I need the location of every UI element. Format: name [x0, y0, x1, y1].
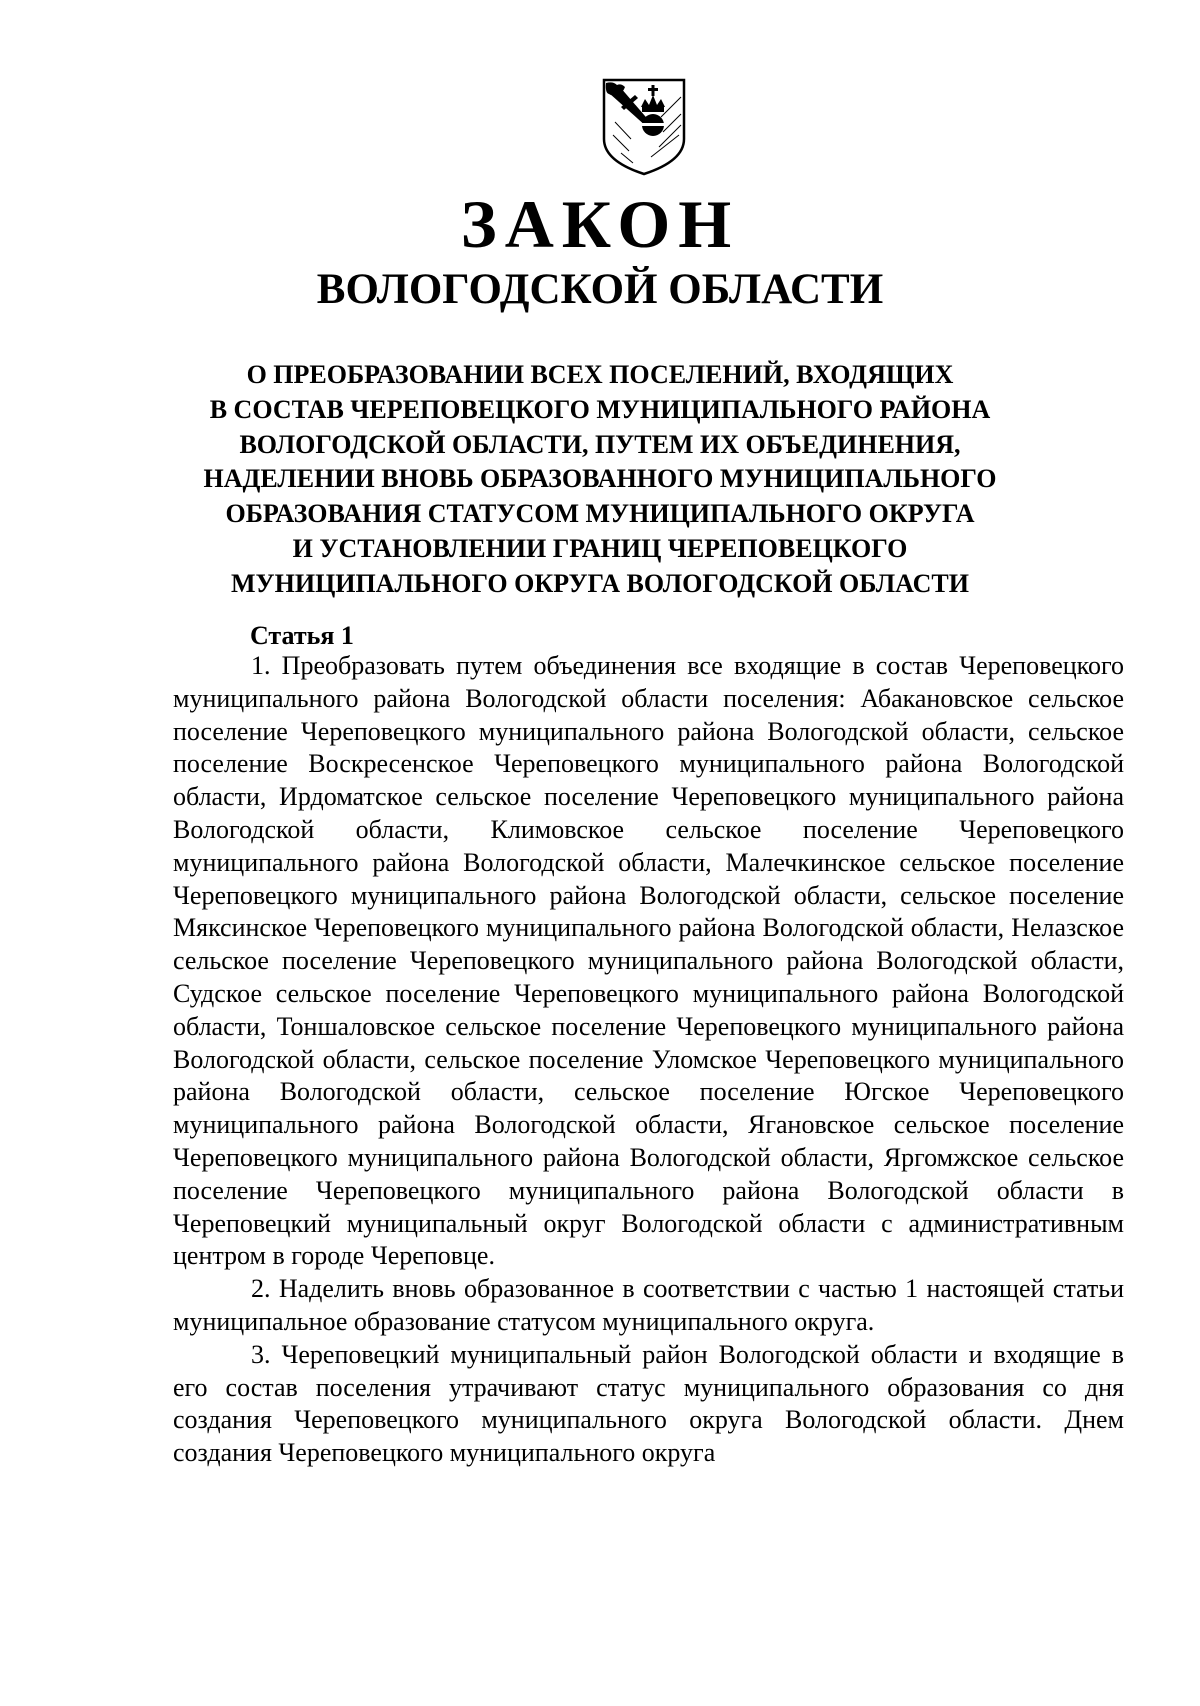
subject-line: НАДЕЛЕНИИ ВНОВЬ ОБРАЗОВАННОГО МУНИЦИПАЛЬНОГО	[203, 464, 997, 494]
article-heading: Статья 1	[250, 621, 354, 650]
subject-line: В СОСТАВ ЧЕРЕПОВЕЦКОГО МУНИЦИПАЛЬНОГО РАЙОНА	[209, 394, 991, 424]
coat-of-arms-emblem	[601, 77, 687, 177]
article-body	[173, 650, 1124, 1470]
law-subject	[140, 358, 1060, 602]
subject-line: МУНИЦИПАЛЬНОГО ОКРУГА ВОЛОГОДСКОЙ ОБЛАСТИ	[231, 568, 969, 598]
region-title: ВОЛОГОДСКОЙ ОБЛАСТИ	[316, 266, 884, 313]
subject-line: ОБРАЗОВАНИЯ СТАТУСОМ МУНИЦИПАЛЬНОГО ОКРУГА	[225, 499, 975, 529]
vologda-coat-of-arms-icon	[601, 77, 687, 177]
subject-line: И УСТАНОВЛЕНИИ ГРАНИЦ ЧЕРЕПОВЕЦКОГО	[292, 533, 908, 563]
article-paragraph: 2. Наделить вновь образованное в соответствии с частью 1 настоящей статьи муниципальное образование статусом муниципального округа.	[173, 1274, 1124, 1336]
article-paragraph: 3. Череповецкий муниципальный район Вологодской области и входящие в его состав поселения утрачивают статус муниципального образования со дня создания Череповецкого муниципального округа Вологодской области. Днем создания Череповецкого муниципального округа	[173, 1339, 1124, 1468]
article-paragraph: 1. Преобразовать путем объединения все входящие в состав Череповецкого муниципального района Вологодской области поселения: Абакановское сельское поселение Череповецкого муниципального района Вологодской области, сельское поселение Воскресенское Череповецкого муниципального района Вологодской области, Ирдоматское сельское поселение Череповецкого муниципального района Вологодской области, Климовское сельское поселение Череповецкого муниципального района Вологодской области, Малечкинское сельское поселение Череповецкого муниципального района Вологодской области, сельское поселение Мяксинское Череповецкого муниципального района Вологодской области, Нелазское сельское поселение Череповецкого муниципального района Вологодской области, Судское сельское поселение Череповецкого муниципального района Вологодской области, Тоншаловское сельское поселение Череповецкого муниципального района Вологодской области, сельское поселение Уломское Череповецкого муниципального района Вологодской области, сельское поселение Югское Череповецкого муниципального района Вологодской области, Ягановское сельское поселение Череповецкого муниципального района Вологодской области, Яргомжское сельское поселение Череповецкого муниципального района Вологодской области в Череповецкий муниципальный округ Вологодской области с административным центром в городе Череповце.	[173, 651, 1124, 1271]
law-title: ЗАКОН	[460, 186, 740, 262]
subject-line: О ПРЕОБРАЗОВАНИИ ВСЕХ ПОСЕЛЕНИЙ, ВХОДЯЩИХ	[246, 360, 954, 389]
subject-line: ВОЛОГОДСКОЙ ОБЛАСТИ, ПУТЕМ ИХ ОБЪЕДИНЕНИЯ,	[239, 429, 961, 459]
